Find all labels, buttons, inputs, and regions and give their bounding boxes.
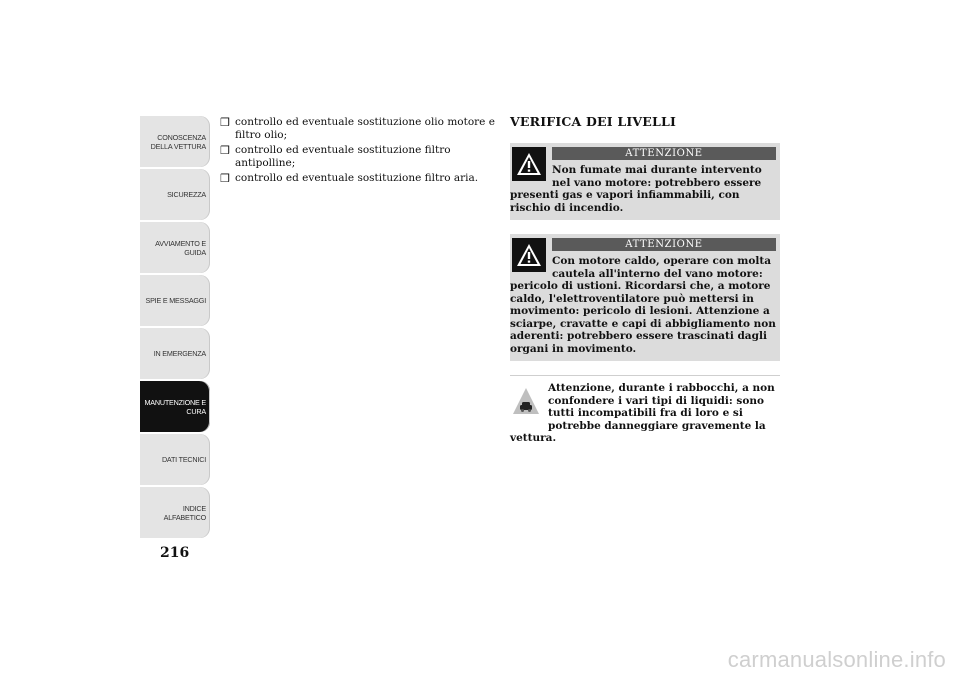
checkbox-bullet-icon: ❒ bbox=[220, 116, 230, 129]
maintenance-list bbox=[220, 116, 495, 187]
warning-triangle-icon bbox=[512, 238, 546, 272]
tab-avviamento[interactable]: AVVIAMENTO E GUIDA bbox=[140, 222, 210, 273]
warning-header: ATTENZIONE bbox=[552, 238, 776, 251]
tab-spie[interactable]: SPIE E MESSAGGI bbox=[140, 275, 210, 326]
caution-note bbox=[510, 375, 780, 445]
list-item: ❒ controllo ed eventuale sostituzione filtro aria. bbox=[220, 172, 479, 185]
checkbox-bullet-icon: ❒ bbox=[220, 144, 230, 157]
warning-text: Non fumate mai durante intervento nel vano motore: potrebbero essere presenti gas e vapori infiammabili, con rischio di incendio. bbox=[510, 164, 762, 214]
warning-header: ATTENZIONE bbox=[552, 147, 776, 160]
tab-dati-tecnici[interactable]: DATI TECNICI bbox=[140, 434, 210, 485]
levels-section bbox=[510, 114, 780, 445]
warning-text: Con motore caldo, operare con molta cautela all'interno del vano motore: pericolo di ustioni. Ricordarsi che, a motore caldo, l'elettroventilatore può mettersi in movimento: pericolo di lesioni. Attenzione a sciarpe, cravatte e capi di abbigliamento non aderenti: potrebbero essere trascinati dagli organi in movimento. bbox=[510, 255, 776, 355]
chapter-sidebar bbox=[140, 116, 210, 540]
warning-triangle-icon bbox=[512, 147, 546, 181]
warning-box bbox=[510, 143, 780, 220]
warning-box bbox=[510, 234, 780, 361]
tab-manutenzione[interactable]: MANUTENZIONE E CURA bbox=[140, 381, 210, 432]
car-warning-triangle-icon bbox=[510, 384, 542, 418]
page-number: 216 bbox=[160, 545, 190, 561]
tab-indice[interactable]: INDICE ALFABETICO bbox=[140, 487, 210, 538]
caution-text: Attenzione, durante i rabbocchi, a non confondere i vari tipi di liquidi: sono tutti incompatibili fra di loro e si potrebbe danneggiare gravemente la vettura. bbox=[510, 382, 775, 444]
tab-sicurezza[interactable]: SICUREZZA bbox=[140, 169, 210, 220]
list-item: ❒ controllo ed eventuale sostituzione filtro antipolline; bbox=[220, 144, 451, 169]
tab-conoscenza[interactable]: CONOSCENZA DELLA VETTURA bbox=[140, 116, 210, 167]
watermark: carmanualsonline.info bbox=[727, 647, 946, 672]
checkbox-bullet-icon: ❒ bbox=[220, 172, 230, 185]
list-item: ❒ controllo ed eventuale sostituzione olio motore e filtro olio; bbox=[220, 116, 495, 141]
tab-emergenza[interactable]: IN EMERGENZA bbox=[140, 328, 210, 379]
section-title: VERIFICA DEI LIVELLI bbox=[510, 114, 677, 129]
